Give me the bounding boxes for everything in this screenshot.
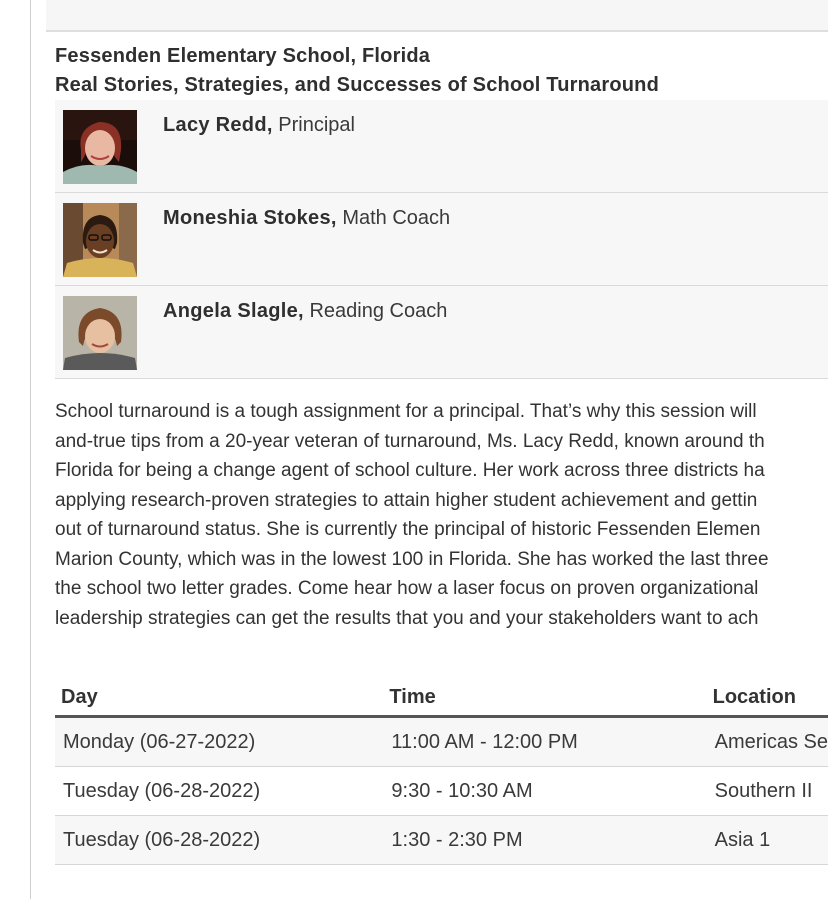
speaker-photo-angela-slagle (63, 296, 137, 370)
speaker-row-lacy-redd[interactable] (55, 100, 828, 193)
schedule-header-row (55, 679, 828, 717)
speaker-row-moneshia-stokes[interactable] (55, 193, 828, 286)
cell-location: Asia 1 (707, 816, 828, 865)
column-header-location: Location (707, 679, 828, 717)
session-title-line-1: Fessenden Elementary School, Florida (55, 45, 431, 67)
speaker-row-angela-slagle[interactable] (55, 286, 828, 379)
schedule-table (55, 679, 828, 865)
speaker-name: Moneshia Stokes, (163, 207, 337, 229)
cell-day: Tuesday (06-28-2022) (55, 767, 383, 816)
description-line: Marion County, which was in the lowest 100 in Florida. She has worked the last three (55, 548, 769, 570)
previous-section-band (46, 0, 828, 32)
session-title (55, 42, 828, 100)
speaker-role: Math Coach (342, 207, 451, 229)
speaker-photo-moneshia-stokes (63, 203, 137, 277)
description-line: and-true tips from a 20-year veteran of turnaround, Ms. Lacy Redd, known around th (55, 430, 765, 452)
column-header-day: Day (55, 679, 383, 717)
cell-location: Americas Se (707, 717, 828, 767)
speaker-label (163, 298, 447, 324)
table-row (55, 816, 828, 865)
cell-location: Southern II (707, 767, 828, 816)
speaker-role: Principal (278, 114, 355, 136)
speaker-name: Lacy Redd, (163, 114, 273, 136)
description-line: applying research-proven strategies to attain higher student achievement and gettin (55, 489, 758, 511)
speaker-label (163, 205, 450, 231)
speaker-name: Angela Slagle, (163, 300, 304, 322)
column-header-time: Time (383, 679, 706, 717)
table-row (55, 767, 828, 816)
cell-time: 9:30 - 10:30 AM (383, 767, 706, 816)
description-line: School turnaround is a tough assignment for a principal. That’s why this session will (55, 401, 757, 422)
cell-day: Monday (06-27-2022) (55, 717, 383, 767)
cell-time: 11:00 AM - 12:00 PM (383, 717, 706, 767)
description-line: Florida for being a change agent of school culture. Her work across three districts ha (55, 460, 765, 481)
speaker-photo-lacy-redd (63, 110, 137, 184)
cell-day: Tuesday (06-28-2022) (55, 816, 383, 865)
speaker-list (55, 100, 828, 379)
description-line: out of turnaround status. She is currently the principal of historic Fessenden Elemen (55, 519, 761, 540)
speaker-label (163, 112, 355, 138)
speaker-role: Reading Coach (309, 300, 448, 322)
description-line: leadership strategies can get the results that you and your stakeholders want to ach (55, 607, 759, 629)
table-row (55, 717, 828, 767)
left-divider (30, 0, 31, 899)
description-line: the school two letter grades. Come hear how a laser focus on proven organizational (55, 578, 759, 599)
session-content (55, 42, 828, 865)
session-title-line-2: Real Stories, Strategies, and Successes of School Turnaround (55, 74, 660, 96)
session-description (55, 397, 828, 633)
cell-time: 1:30 - 2:30 PM (383, 816, 706, 865)
